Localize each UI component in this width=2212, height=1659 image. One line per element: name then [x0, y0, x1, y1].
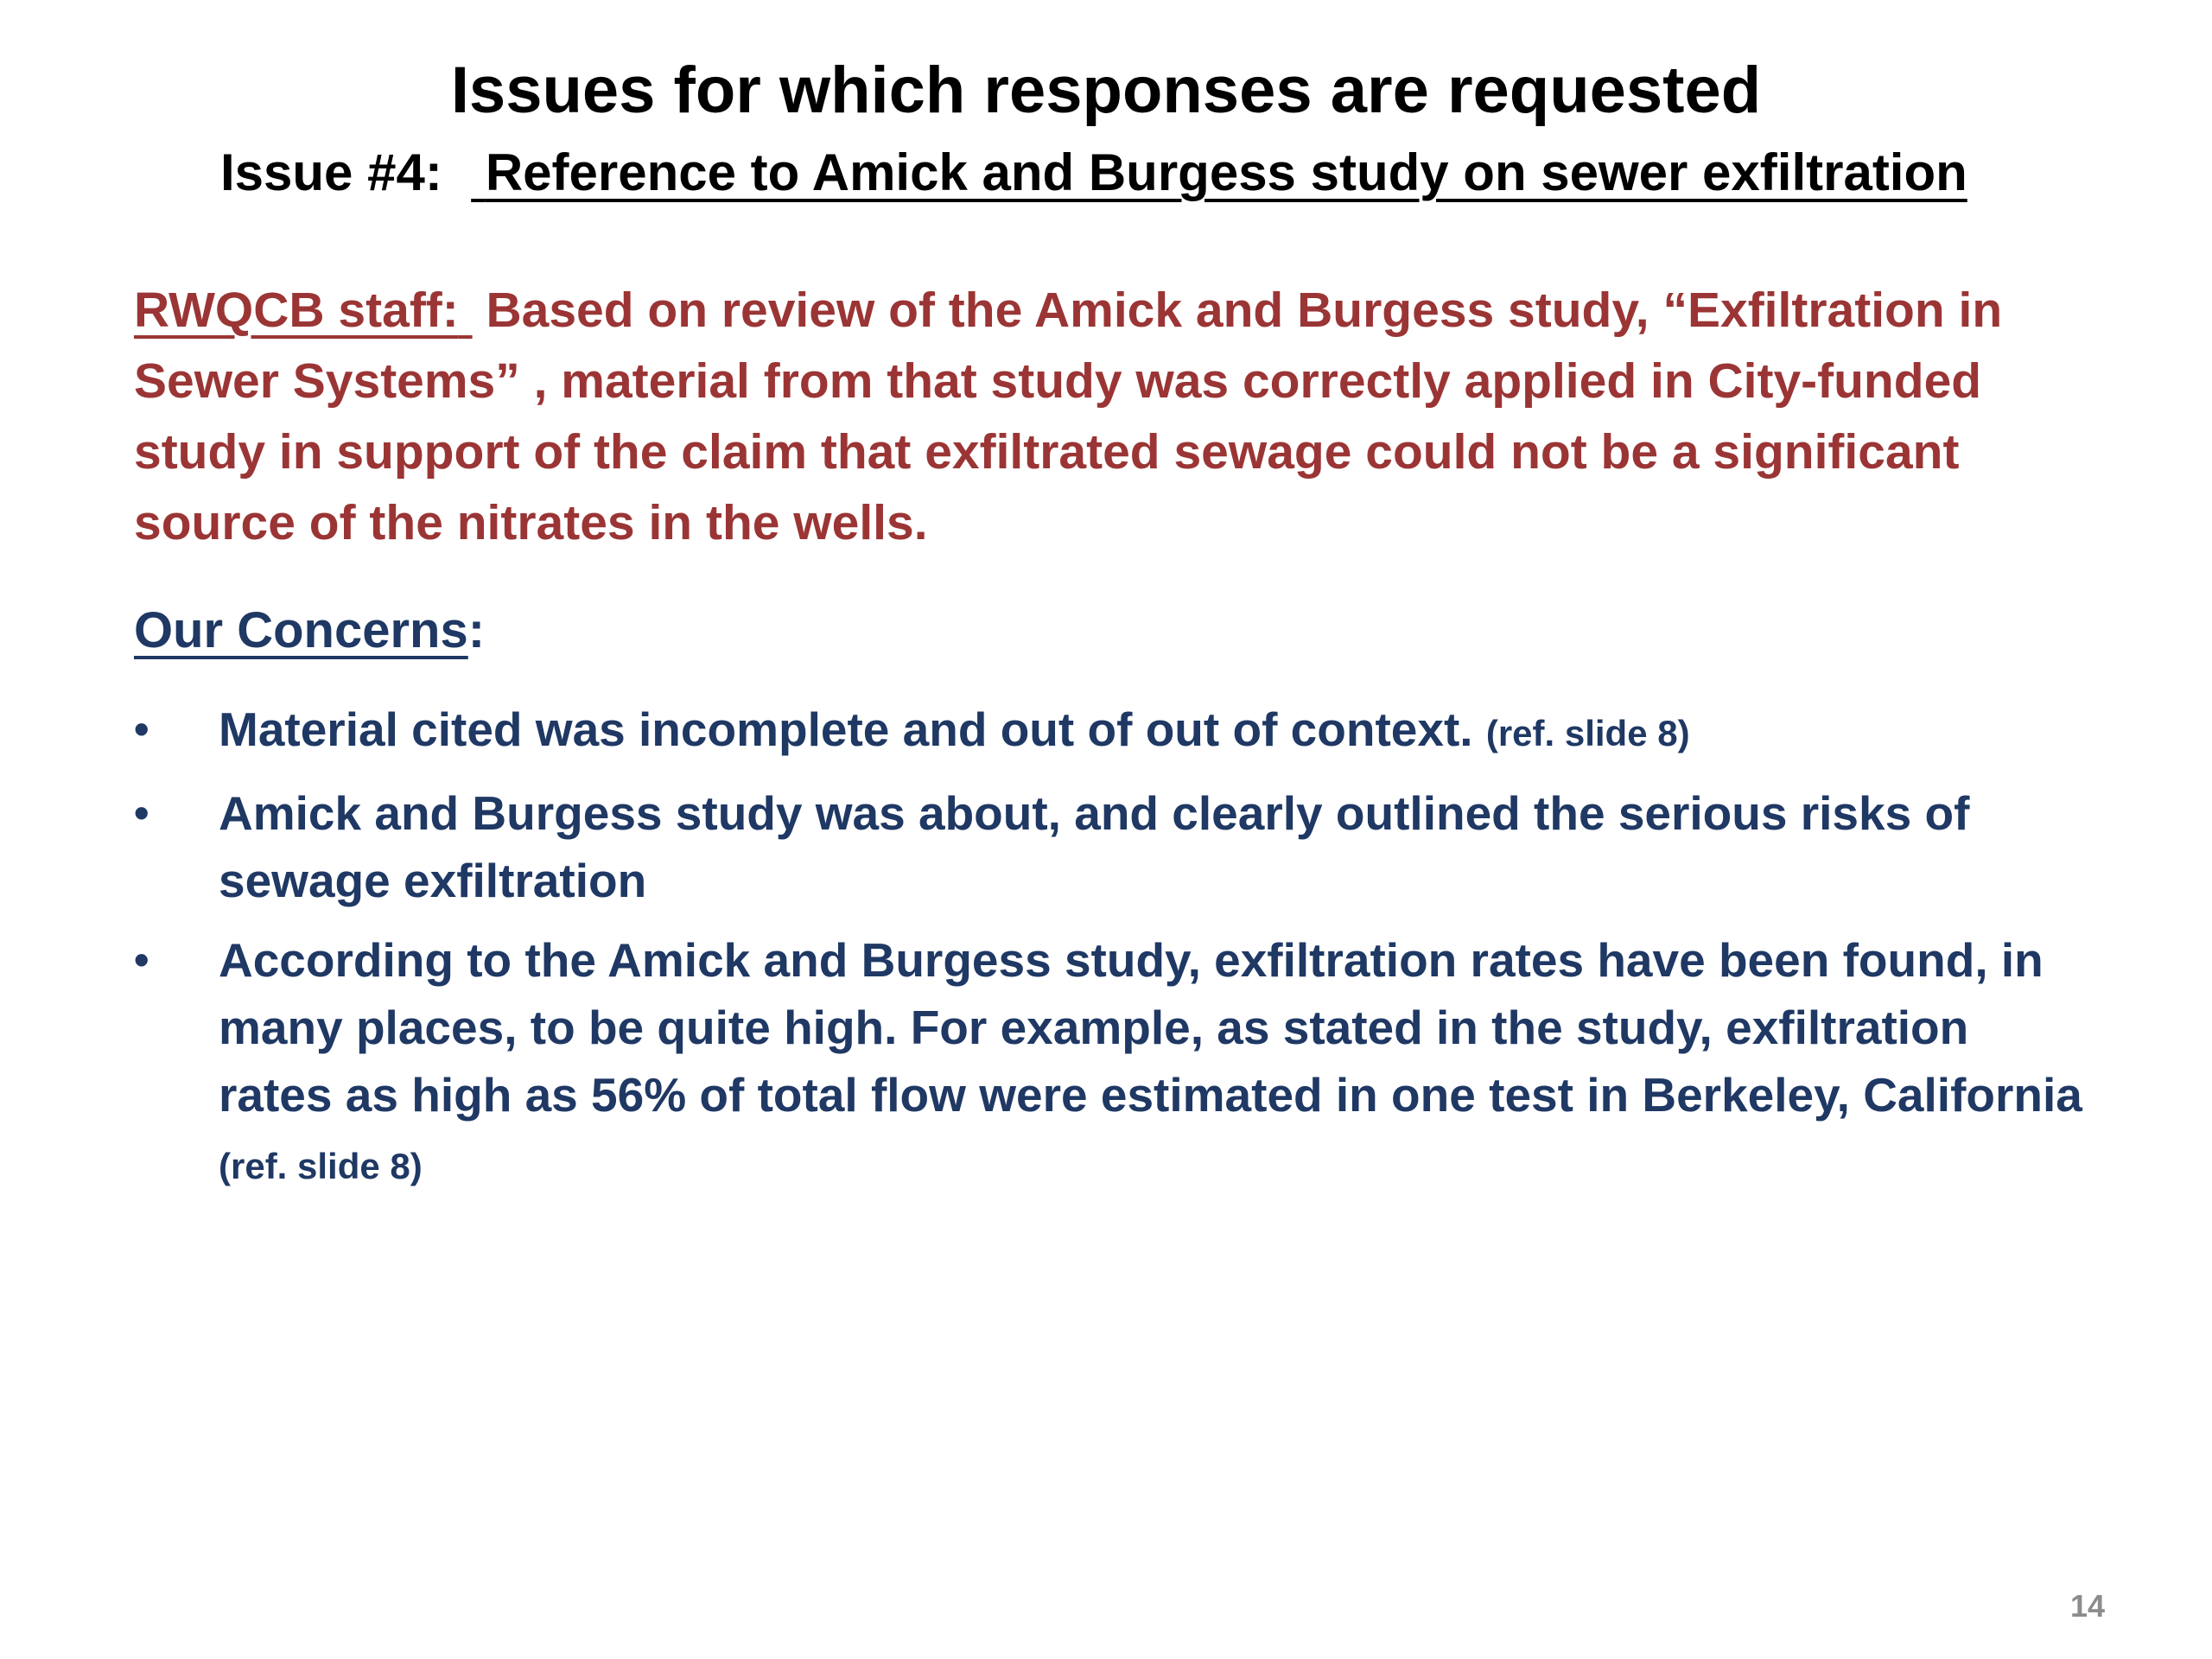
list-item — [134, 779, 2095, 914]
issue-topic — [471, 143, 1967, 201]
concerns-colon: : — [467, 602, 486, 658]
page-number: 14 — [2069, 1588, 2105, 1624]
bullet-reference: (ref. slide 8) — [219, 1146, 423, 1186]
concerns-label: Our Concerns — [134, 602, 468, 658]
bullet-text: Material cited was incomplete and out of out of context. — [219, 702, 1473, 756]
concerns-heading — [134, 596, 485, 665]
bullet-text: According to the Amick and Burgess study, exfiltration rates have been found, in many places, to be quite high. For example, as stated in the study, exfiltration rates as high as 56% of total flow were estimated in one test in Berkeley, California — [219, 933, 2082, 1122]
issue-topic-text: Reference to Amick and Burgess study on sewer exfiltration — [485, 143, 1967, 201]
concerns-list — [134, 696, 2095, 1212]
bullet-icon: • — [134, 705, 149, 753]
staff-label-text: RWQCB staff: — [134, 283, 459, 338]
list-item — [134, 696, 2095, 767]
bullet-text: Amick and Burgess study was about, and clearly outlined the serious risks of sewage exfiltration — [219, 786, 1970, 907]
bullet-reference: (ref. slide 8) — [1485, 713, 1690, 753]
staff-statement — [134, 275, 2087, 558]
bullet-icon: • — [134, 789, 149, 837]
issue-subtitle — [220, 138, 1967, 207]
list-item — [134, 926, 2095, 1200]
bullet-icon: • — [134, 936, 149, 984]
staff-label — [134, 283, 473, 338]
staff-text: Based on review of the Amick and Burgess study, “Exfiltration in Sewer Systems” , material from that study was correctly applied in City-funded study in support of the claim that exfiltrated sewage could not be a significant source of the nitrates in the wells. — [134, 283, 2003, 550]
slide-title: Issues for which responses are requested — [450, 54, 1762, 127]
issue-number: Issue #4: — [220, 143, 442, 201]
